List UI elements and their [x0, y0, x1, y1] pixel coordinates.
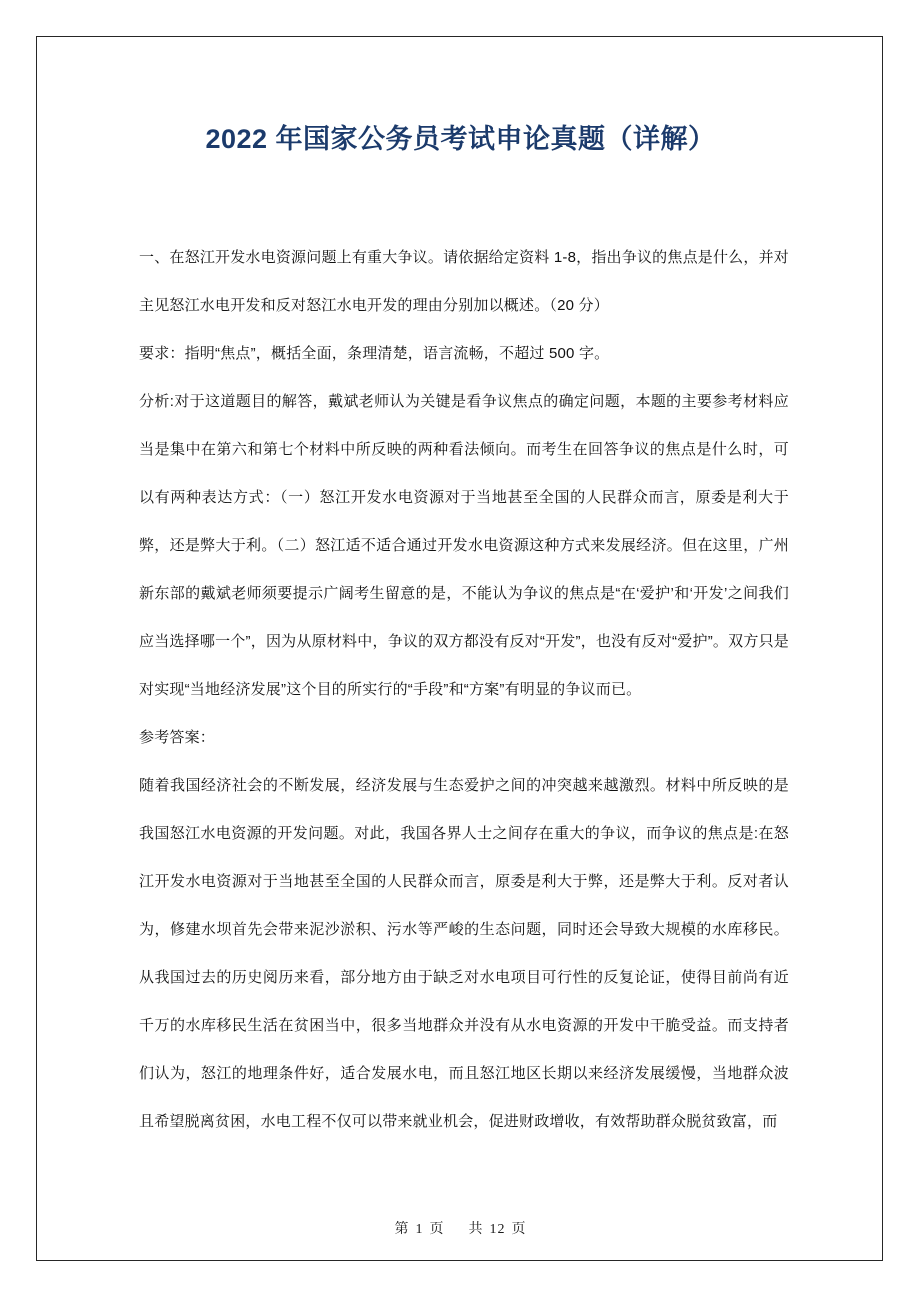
document-page [36, 36, 883, 1261]
paragraph-answer-heading: 参考答案： [139, 729, 216, 746]
page-title: 2022 年国家公务员考试申论真题（详解） [205, 124, 716, 154]
footer-page-number: 1 [415, 1222, 424, 1237]
page-footer [37, 1218, 884, 1238]
document-body [139, 234, 789, 1146]
page-content-area [37, 37, 884, 1262]
paragraph-analysis: 分析:对于这道题目的解答，戴斌老师认为关键是看争议焦点的确定问题，本题的主要参考材料应当是集中在第六和第七个材料中所反映的两种看法倾向。而考生在回答争议的焦点是什么时，可以有两种表达方式：（一）怒江开发水电资源对于当地甚至全国的人民群众而言，原委是利大于弊，还是弊大于利。（二）怒江适不适合通过开发水电资源这种方式来发展经济。但在这里，广州新东部的戴斌老师须要提示广阔考生留意的是，不能认为争议的焦点是“在‘爱护’和‘开发’之间我们应当选择哪一个”，因为从原材料中，争议的双方都没有反对“开发”，也没有反对“爱护”。双方只是对实现“当地经济发展”这个目的所实行的“手段”和“方案”有明显的争议而已。 [139, 393, 789, 698]
footer-total-prefix: 共 [468, 1222, 484, 1237]
paragraph-reference-answer: 随着我国经济社会的不断发展，经济发展与生态爱护之间的冲突越来越激烈。材料中所反映的是我国怒江水电资源的开发问题。对此，我国各界人士之间存在重大的争议，而争议的焦点是:在怒江开发水电资源对于当地甚至全国的人民群众而言，原委是利大于弊，还是弊大于利。反对者认为，修建水坝首先会带来泥沙淤积、污水等严峻的生态问题，同时还会导致大规模的水库移民。从我国过去的历史阅历来看，部分地方由于缺乏对水电项目可行性的反复论证，使得目前尚有近千万的水库移民生活在贫困当中，很多当地群众并没有从水电资源的开发中干脆受益。而支持者们认为，怒江的地理条件好，适合发展水电，而且怒江地区长期以来经济发展缓慢，当地群众波且希望脱离贫困，水电工程不仅可以带来就业机会，促进财政增收，有效帮助群众脱贫致富，而 [139, 777, 789, 1130]
paragraph-question-1: 一、在怒江开发水电资源问题上有重大争议。请依据给定资料 1-8，指出争议的焦点是什么，并对主见怒江水电开发和反对怒江水电开发的理由分别加以概述。（20 分） [139, 249, 789, 314]
footer-page-unit: 页 [429, 1222, 445, 1237]
footer-page-prefix: 第 [394, 1222, 410, 1237]
footer-total-number: 12 [489, 1222, 506, 1237]
footer-total-unit: 页 [511, 1222, 527, 1237]
paragraph-requirements: 要求：指明“焦点”，概括全面，条理清楚，语言流畅，不超过 500 字。 [139, 345, 610, 362]
